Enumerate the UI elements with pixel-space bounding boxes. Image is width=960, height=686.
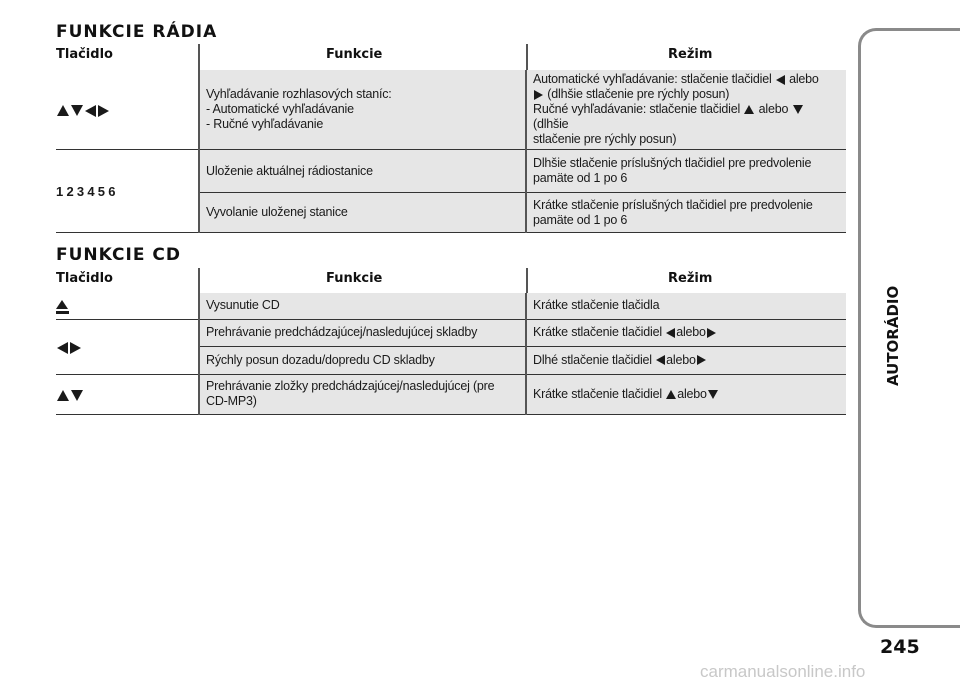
table-row (56, 70, 846, 150)
radio-row1-mode-a1: Automatické vyhľadávanie: stlačenie tlačidiel (533, 72, 772, 86)
triangle-left-icon (776, 75, 785, 85)
radio-row1-function-line3: - Ručné vyhľadávanie (206, 117, 324, 131)
cd-header-button: Tlačidlo (56, 271, 113, 286)
triangle-right-icon (707, 328, 716, 338)
page-number: 245 (880, 636, 920, 658)
radio-row3-mode: Krátke stlačenie príslušných tlačidiel pre predvolenie pamäte od 1 po 6 (526, 193, 846, 233)
triangle-up-icon (57, 390, 69, 401)
triangle-right-icon (70, 342, 81, 354)
triangle-left-icon (57, 342, 68, 354)
triangle-up-icon (666, 390, 676, 399)
radio-row1-mode-b1: Ručné vyhľadávanie: stlačenie tlačidiel (533, 102, 741, 116)
cd-row4-mode-1: Krátke stlačenie tlačidiel (533, 386, 662, 401)
cd-row2-mode-2: alebo (676, 325, 706, 339)
radio-row2-function: Uloženie aktuálnej rádiostanice (199, 150, 526, 193)
radio-header-mode: Režim (668, 47, 713, 62)
chapter-tab (858, 28, 960, 628)
triangle-left-icon (656, 355, 665, 365)
cd-row4-mode-2: alebo (677, 386, 707, 401)
triangle-right-icon (697, 355, 706, 365)
cd-table (56, 293, 846, 415)
triangle-up-icon (744, 105, 754, 114)
radio-row1-buttons (56, 70, 199, 150)
radio-row3-function: Vyvolanie uloženej stanice (199, 193, 526, 233)
radio-header-divider-2 (526, 44, 528, 70)
radio-row1-mode (526, 70, 846, 150)
cd-row1-buttons (56, 293, 199, 319)
triangle-down-icon (71, 390, 83, 401)
table-row (56, 150, 846, 193)
table-row (56, 374, 846, 414)
radio-header-function: Funkcie (326, 47, 383, 62)
triangle-right-icon (98, 105, 109, 117)
cd-section-title: FUNKCIE CD (56, 245, 181, 265)
triangle-down-icon (793, 105, 803, 114)
radio-row1-function (199, 70, 526, 150)
triangle-left-icon (85, 105, 96, 117)
triangle-left-icon (666, 328, 675, 338)
cd-row3-function: Rýchly posun dozadu/dopredu CD skladby (199, 346, 526, 374)
triangle-up-icon (57, 105, 69, 116)
cd-row1-mode: Krátke stlačenie tlačidla (526, 293, 846, 319)
triangle-right-icon (534, 90, 543, 100)
table-row (56, 319, 846, 346)
radio-row1-mode-a2: alebo (789, 72, 819, 86)
cd-row4-function: Prehrávanie zložky predchádzajúcej/nasledujúcej (pre CD-MP3) (199, 374, 526, 414)
cd-row3-mode-2: alebo (666, 352, 696, 367)
radio-row1-mode-b3: (dlhšie (533, 117, 569, 131)
triangle-down-icon (71, 105, 83, 116)
radio-table (56, 70, 846, 233)
eject-icon (56, 300, 69, 314)
cd-row3-mode-1: Dlhé stlačenie tlačidiel (533, 352, 652, 367)
radio-header-divider-1 (198, 44, 200, 70)
cd-row2-mode (526, 319, 846, 346)
table-row (56, 293, 846, 319)
cd-header-mode: Režim (668, 271, 713, 286)
cd-row2-buttons (56, 319, 199, 374)
radio-row2-mode: Dlhšie stlačenie príslušných tlačidiel pre predvolenie pamäte od 1 po 6 (526, 150, 846, 193)
cd-row2-function: Prehrávanie predchádzajúcej/nasledujúcej skladby (199, 319, 526, 346)
radio-section-title: FUNKCIE RÁDIA (56, 22, 218, 42)
cd-row2-mode-1: Krátke stlačenie tlačidiel (533, 325, 662, 339)
radio-header-button: Tlačidlo (56, 47, 113, 62)
radio-row1-function-line1: Vyhľadávanie rozhlasových staníc: (206, 87, 392, 101)
radio-row2-buttons: 1 2 3 4 5 6 (56, 150, 199, 233)
cd-header-divider-1 (198, 268, 200, 293)
radio-row1-function-line2: - Automatické vyhľadávanie (206, 102, 354, 116)
cd-header-divider-2 (526, 268, 528, 293)
chapter-tab-label: AUTORÁDIO (884, 285, 902, 387)
triangle-down-icon (708, 390, 718, 399)
watermark: carmanualsonline.info (700, 662, 866, 681)
radio-row1-mode-b2: alebo (758, 102, 789, 116)
radio-row1-mode-a3: (dlhšie stlačenie pre rýchly posun) (547, 87, 730, 101)
cd-header-function: Funkcie (326, 271, 383, 286)
radio-row1-mode-b4: stlačenie pre rýchly posun) (533, 132, 677, 146)
cd-row4-buttons (56, 374, 199, 414)
cd-row1-function: Vysunutie CD (199, 293, 526, 319)
cd-row4-mode (526, 374, 846, 414)
cd-row3-mode (526, 346, 846, 374)
